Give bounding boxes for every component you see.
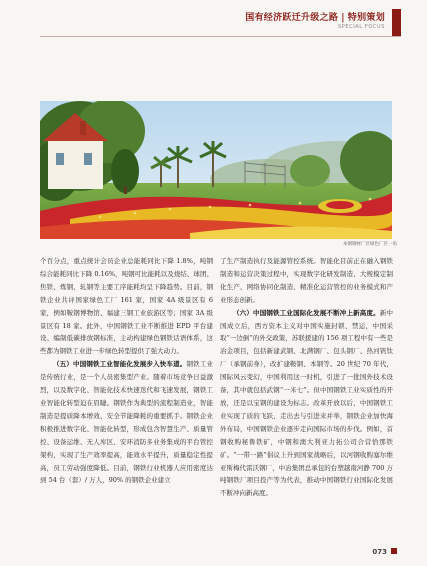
header-rule: [40, 36, 401, 37]
paragraph: [220, 255, 393, 307]
paragraph-text: 钢铁工业是传统行业，是一个人员密集型产业。随着市场竞争日益激烈，以及数字化、智能化技术快速迭代和飞速发展，钢铁工业智能化转型迫在眉睫。钢铁作为典型的流程制造业，智能制造是提质降本增效、安全节能降耗的重要抓手。钢铁企业积极推进数字化、智能化转型，形成包含智慧生产、质量管控、设备运维、无人库区、安环消防多业务集成的平台管控架构，实现了生产效率提高，能效水平提升，质量稳定性提高，员工劳动强度降低。目前，钢铁行业机器人应用密度达到 54 台（套）/ 万人，90% 的钢铁企业建立: [40, 360, 214, 485]
header-accent-bar: [392, 9, 401, 36]
section-heading: （六）中国钢铁工业国际化发展不断冲上新高度。: [233, 308, 380, 317]
page-number-marker: [391, 548, 397, 554]
paragraph: [40, 358, 213, 487]
left-column: [40, 255, 213, 487]
photo-caption: 本钢钢材厂区绿色厂区一角: [343, 242, 397, 247]
paragraph: [220, 307, 393, 501]
header-subtitle: SPECIAL FOCUS: [337, 24, 385, 30]
page-number: 073: [372, 548, 387, 556]
paragraph-text: 新中国成立后，西方资本主义对中国实施封锁、禁运，中国采取“一边倒”的外交政策，苏联援建的 156 项工程中有一些是冶金项目，包括新建武钢、北满钢厂、包头钢厂、热河钒钛厂（承钢前身），改扩建鞍钢、本钢等。20 世纪 70 年代，国际风云变幻，中国利用这一时机，引进了一批国外技术设备，其中就包括武钢“一米七”。但中国钢铁工业实质性的开放，还是以宝钢的建设为标志。改革开放以后，中国钢铁工业实现了质的飞跃，走出去与引进来并举，钢铁企业加快海外布局，中国钢铁企业逐步走向国际市场的步伐。例如，首钢收购秘鲁铁矿，中钢和澳大利亚力拓公司合营恰那铁矿。“一带一路”倡议上升到国家战略后，以河钢收购塞尔维亚斯梅代雷沃钢厂、中冶集团总承包的台塑越南河静 700 万吨钢铁厂项目投产等为代表，推动中国钢铁行业国际化发展不断冲向新高度。: [220, 308, 394, 498]
park-photo: [40, 101, 392, 239]
paragraph-text: 个百分点，重点统计会员企业总能耗同比下降 1.8%，吨钢综合能耗同比下降 0.16%，吨钢可比能耗以及烧结、球团、焦铁、炼钢、轧钢等主要工序能耗均呈下降趋势。目前，钢铁企业共评国家绿色工厂 161 家，国家 4A 级景区有 6 家，例如鞍钢博物馆、福建三钢工业旅游区等；国家 3A 级景区有 18 家。此外，中国钢铁工业不断推进 EPD 平台建设、编制低碳排放钢标准，主动构建绿色钢铁话语体系，这些都为钢铁工业进一步绿色转型提供了强大动力。: [40, 257, 213, 356]
paragraph-text: 了生产制造执行及能源管控系统。智能化目前正在融入钢铁制造和运营决策过程中，实现数字化研发制造、大规模定制化生产、网络协同化制造、精准化运营管控的业务模式和产业形态创新。: [220, 257, 393, 304]
right-column: [220, 255, 393, 500]
special-feature-label: 特别策划: [347, 13, 385, 23]
header-separator: |: [341, 13, 345, 23]
magazine-section-title: 国有经济跃迁升级之路: [245, 13, 339, 23]
paragraph: [40, 255, 213, 358]
running-header: [245, 10, 385, 23]
park-illustration: [40, 101, 392, 239]
section-heading: （五）中国钢铁工业智能化发展步入快车道。: [53, 360, 187, 369]
